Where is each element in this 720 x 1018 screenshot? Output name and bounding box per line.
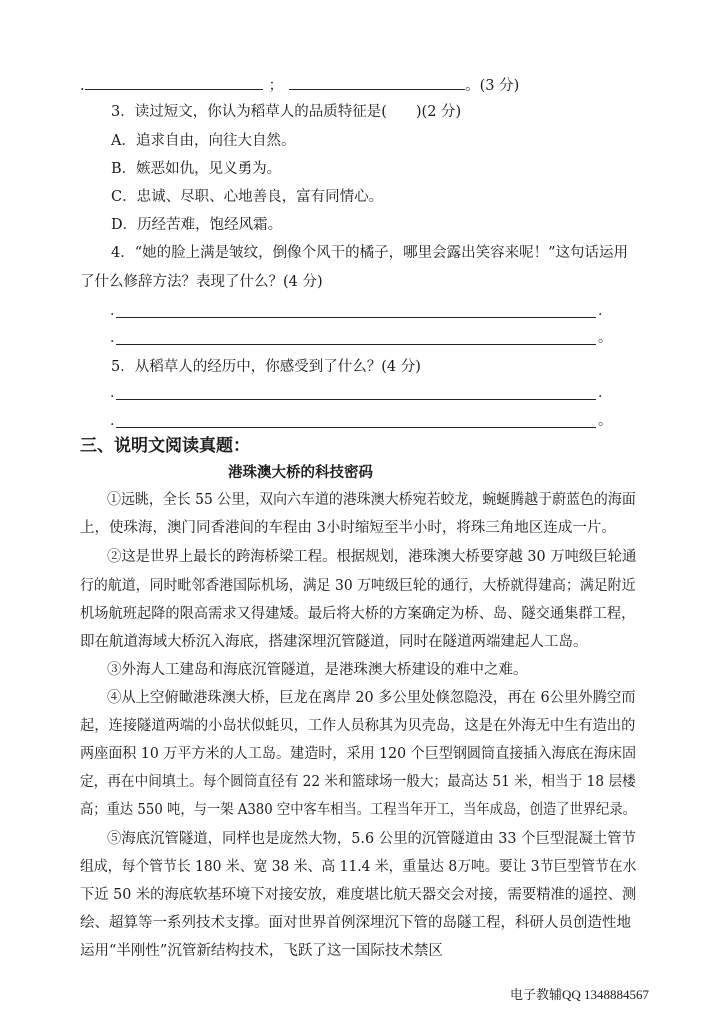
footer-contact: 电子教辅QQ 1348884567	[510, 987, 650, 1002]
article-line-6: 即在航道海域大桥沉入海底，搭建深埋沉管隧道，同时在隧道两端建起人工岛。	[80, 634, 588, 650]
q5-line1-lead: .	[110, 385, 115, 401]
article-line-2: 上，使珠海，澳门同香港间的车程由 3小时缩短至半小时，将珠三角地区连成一片。	[80, 520, 616, 536]
article-line-15: 下近 50 米的海底软基环境下对接安放，难度堪比航天器交会对接，需要精准的遥控、测	[80, 887, 637, 903]
q4-stem-line1: 4．“她的脸上满是皱纹，倒像个风干的橘子，哪里会露出笑容来呢！”这句话运用	[111, 245, 629, 261]
q4-answer-line-2[interactable]	[116, 344, 596, 345]
article-line-8: ④从上空俯瞰港珠澳大桥，巨龙在离岸 20 多公里处倏忽隐没，再在 6公里外腾空而	[107, 690, 636, 706]
q2-points: (3 分)	[479, 78, 520, 94]
q5-answer-line-2[interactable]	[116, 427, 596, 428]
q5-line2-end: 。	[598, 413, 612, 429]
q5-line2-lead: .	[110, 413, 115, 429]
article-line-9: 起，连接隧道两端的小岛状似蚝贝，工作人员称其为贝壳岛，这是在外海无中生有造出的	[80, 718, 636, 734]
q4-answer-line-1[interactable]	[116, 317, 596, 318]
q4-line2-end: 。	[598, 330, 612, 346]
article-line-11: 定，再在中间填土。每个圆筒直径有 22 米和篮球场一般大；最高达 51 米，相当于 18 层楼	[80, 774, 636, 790]
q2-blank-1[interactable]	[85, 75, 263, 90]
q3-option-c: C．忠诚、尽职、心地善良，富有同情心。	[111, 189, 384, 205]
section-heading: 三、说明文阅读真题：	[80, 436, 250, 456]
q4-line1-end: .	[598, 303, 603, 319]
article-line-13: ⑤海底沉管隧道，同样也是庞然大物，5.6 公里的沉管隧道由 33 个巨型混凝土管节	[107, 831, 637, 847]
article-line-4: 行的航道，同时毗邻香港国际机场，满足 30 万吨级巨轮的通行，大桥就得建高；满足附近	[80, 578, 636, 594]
article-line-5: 机场航班起降的限高需求又得建矮。最后将大桥的方案确定为桥、岛、隧交通集群工程，	[80, 606, 636, 622]
article-title: 港珠澳大桥的科技密码	[228, 464, 373, 481]
article-line-14: 组成，每个管节长 180 米、宽 38 米、高 11.4 米，重量达 8万吨。要让 3节巨型管节在水	[80, 859, 637, 875]
article-line-10: 两座面积 10 万平方米的人工岛。建造时，采用 120 个巨型钢圆筒直接插入海底在海床固	[80, 746, 637, 762]
q2-answer-line	[80, 75, 519, 96]
q5-stem: 5．从稻草人的经历中，你感受到了什么？(4 分)	[111, 359, 421, 375]
article-line-3: ②这是世界上最长的跨海桥梁工程。根据规划，港珠澳大桥要穿越 30 万吨级巨轮通	[107, 549, 637, 565]
q5-answer-line-1[interactable]	[116, 399, 596, 400]
article-line-1: ①远眺，全长 55 公里，双向六车道的港珠澳大桥宛若蛟龙，蜿蜒腾越于蔚蓝色的海面	[107, 492, 636, 508]
q4-line1-lead: .	[110, 303, 115, 319]
q2-separator: ；	[268, 78, 284, 94]
article-line-17: 运用“半刚性”沉管新结构技术，飞跃了这一国际技术禁区	[80, 943, 443, 959]
q4-stem-line2: 了什么修辞方法？表现了什么？(4 分)	[80, 274, 323, 290]
q3-stem: 3．读过短文，你认为稻草人的品质特征是( )(2 分)	[111, 104, 462, 120]
article-line-16: 绘、超算等一系列技术支撑。面对世界首例深埋沉下管的岛隧工程，科研人员创造性地	[80, 915, 631, 931]
q2-lead-dot: .	[80, 78, 85, 94]
q5-line1-end: .	[598, 385, 603, 401]
article-line-12: 高；重达 550 吨，与一架 A380 空中客车相当。工程当年开工，当年成岛，创造了世界纪录。	[80, 802, 636, 818]
q3-option-b: B．嫉恶如仇，见义勇为。	[111, 161, 282, 177]
article-line-7: ③外海人工建岛和海底沉管隧道，是港珠澳大桥建设的难中之难。	[107, 662, 528, 678]
q2-blank-2[interactable]	[289, 75, 465, 90]
q3-option-a: A．追求自由，向往大自然。	[111, 133, 296, 149]
q2-end-period: 。	[465, 78, 480, 94]
q3-option-d: D．历经苦难，饱经风霜。	[111, 217, 283, 233]
q4-line2-lead: .	[110, 330, 115, 346]
